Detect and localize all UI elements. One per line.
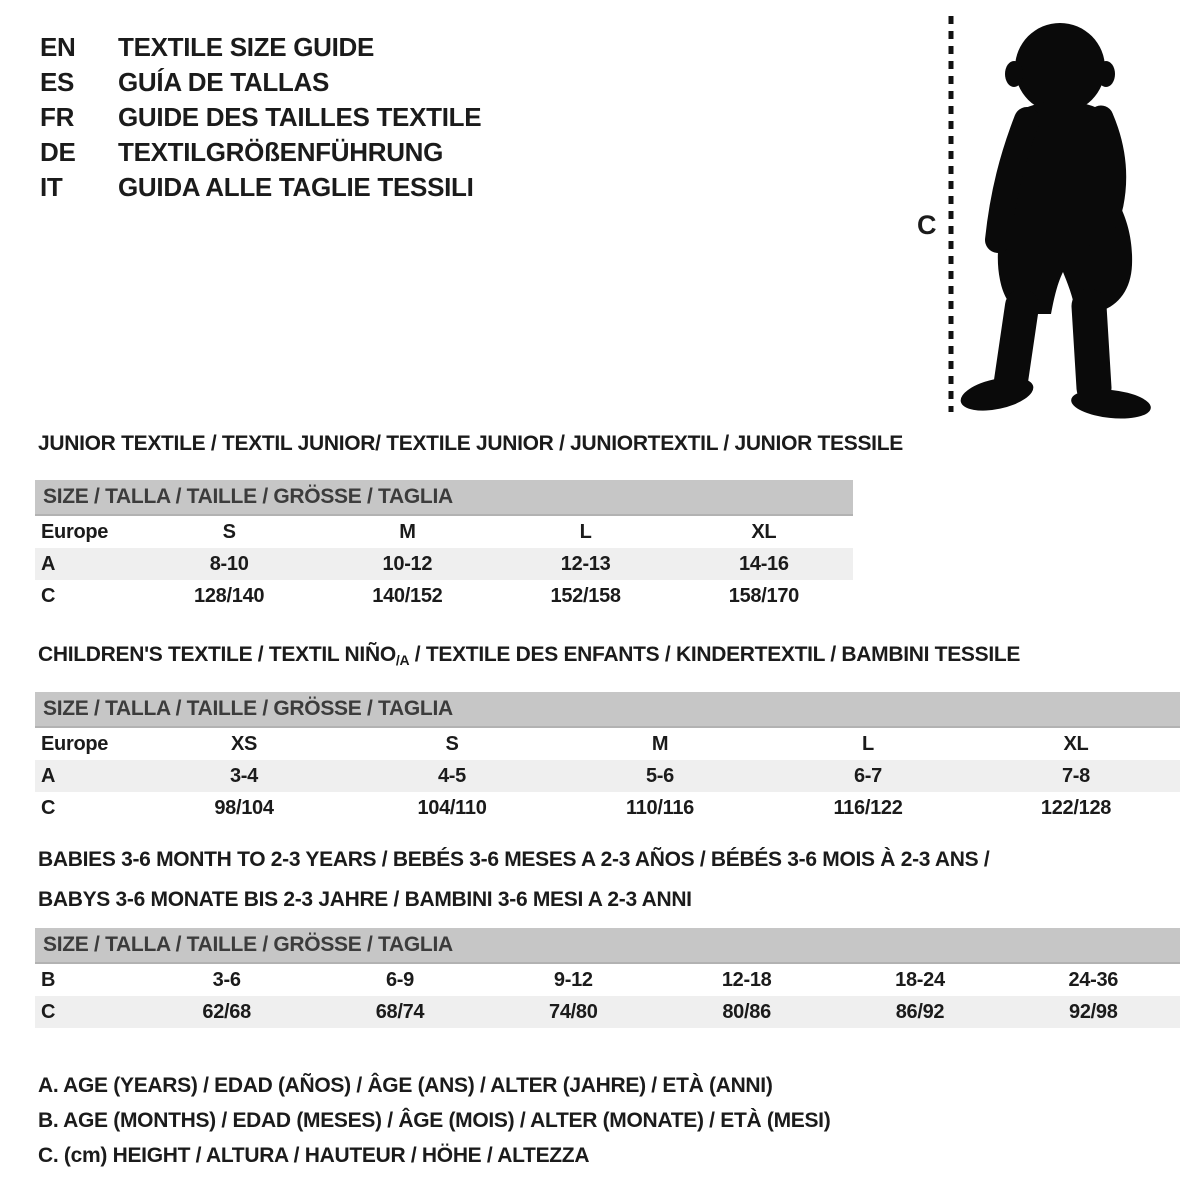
row-label: A <box>41 765 56 787</box>
legend-line-b: B. AGE (MONTHS) / EDAD (MESES) / ÂGE (MOIS) / ALTER (MONATE) / ETÀ (MESI) <box>38 1109 831 1132</box>
language-title-list <box>40 30 481 205</box>
lang-code: ES <box>40 67 75 97</box>
row-label: B <box>41 969 56 991</box>
table-cell: XL <box>751 521 777 543</box>
babies-section-title-line1: BABIES 3-6 MONTH TO 2-3 YEARS / BEBÉS 3-6 MESES A 2-3 AÑOS / BÉBÉS 3-6 MOIS À 2-3 ANS / <box>38 848 990 871</box>
table-row <box>35 728 1180 760</box>
table-cell: 104/110 <box>417 797 487 819</box>
table-cell: 98/104 <box>214 797 274 819</box>
lang-row-it <box>40 170 481 205</box>
lang-code: EN <box>40 32 76 62</box>
babies-size-table <box>35 928 1180 1028</box>
table-cell: 6-9 <box>385 969 414 991</box>
table-cell: 24-36 <box>1068 969 1119 991</box>
table-cell: 140/152 <box>372 585 443 607</box>
lang-row-fr <box>40 100 481 135</box>
size-header-bar: SIZE / TALLA / TAILLE / GRÖSSE / TAGLIA <box>35 692 1180 728</box>
height-measurement-figure <box>905 8 1175 420</box>
guide-title-it: GUIDA ALLE TAGLIE TESSILI <box>118 172 474 202</box>
table-cell: 12-18 <box>721 969 772 991</box>
table-cell: 62/68 <box>202 1001 251 1023</box>
height-line-label: C <box>917 210 937 240</box>
table-cell: XS <box>230 733 258 755</box>
table-cell: 158/170 <box>728 585 799 607</box>
legend-line-c: C. (cm) HEIGHT / ALTURA / HAUTEUR / HÖHE / ALTEZZA <box>38 1144 590 1167</box>
guide-title-fr: GUIDE DES TAILLES TEXTILE <box>118 102 482 132</box>
table-cell: 122/128 <box>1040 797 1112 819</box>
table-row <box>35 516 853 548</box>
lang-row-en <box>40 30 481 65</box>
guide-title-en: TEXTILE SIZE GUIDE <box>118 32 375 62</box>
children-title-prefix: CHILDREN'S TEXTILE / TEXTIL NIÑO <box>38 643 396 666</box>
table-cell: 92/98 <box>1069 1001 1118 1023</box>
table-cell: 3-4 <box>229 765 258 787</box>
lang-code: IT <box>40 172 63 202</box>
row-label: C <box>41 1001 56 1023</box>
table-cell: 6-7 <box>853 765 882 787</box>
guide-title-es: GUÍA DE TALLAS <box>118 67 330 97</box>
table-cell: 4-5 <box>437 765 466 787</box>
guide-title-de: TEXTILGRÖßENFÜHRUNG <box>118 137 444 167</box>
row-label: Europe <box>41 521 109 543</box>
table-cell: L <box>862 733 874 755</box>
row-label: Europe <box>41 733 109 755</box>
table-cell: 18-24 <box>895 969 945 991</box>
table-cell: S <box>445 733 459 755</box>
size-header-bar: SIZE / TALLA / TAILLE / GRÖSSE / TAGLIA <box>35 928 1180 964</box>
table-cell: 128/140 <box>194 585 265 607</box>
table-cell: 9-12 <box>553 969 593 991</box>
table-cell: 68/74 <box>375 1001 425 1023</box>
measurement-legend <box>38 1068 830 1173</box>
junior-section-title: JUNIOR TEXTILE / TEXTIL JUNIOR/ TEXTILE JUNIOR / JUNIORTEXTIL / JUNIOR TESSILE <box>38 432 903 455</box>
table-row <box>35 760 1180 792</box>
table-cell: L <box>579 521 592 543</box>
table-row <box>35 996 1180 1028</box>
lang-code: DE <box>40 137 76 167</box>
junior-size-table <box>35 480 853 612</box>
lang-row-es <box>40 65 481 100</box>
table-cell: 14-16 <box>739 553 789 575</box>
table-cell: 3-6 <box>212 969 241 991</box>
toddler-silhouette-icon <box>905 8 1175 420</box>
table-cell: 7-8 <box>1061 765 1090 787</box>
table-cell: M <box>399 521 416 543</box>
table-cell: 74/80 <box>549 1001 598 1023</box>
lang-row-de <box>40 135 481 170</box>
table-cell: 116/122 <box>833 797 903 819</box>
table-cell: 80/86 <box>722 1001 771 1023</box>
table-cell: S <box>222 521 236 543</box>
babies-section-title-line2: BABYS 3-6 MONATE BIS 2-3 JAHRE / BAMBINI 3-6 MESI A 2-3 ANNI <box>38 888 692 911</box>
children-title-suffix: / TEXTILE DES ENFANTS / KINDERTEXTIL / BAMBINI TESSILE <box>409 643 1021 666</box>
table-row <box>35 792 1180 824</box>
table-cell: 5-6 <box>645 765 674 787</box>
table-cell: 110/116 <box>626 797 694 819</box>
row-label: C <box>41 585 56 607</box>
table-cell: 86/92 <box>895 1001 945 1023</box>
lang-code: FR <box>40 102 75 132</box>
row-label: C <box>41 797 56 819</box>
row-label: A <box>41 553 56 575</box>
table-cell: 10-12 <box>382 553 433 575</box>
legend-line-a: A. AGE (YEARS) / EDAD (AÑOS) / ÂGE (ANS) / ALTER (JAHRE) / ETÀ (ANNI) <box>38 1074 773 1097</box>
table-row <box>35 548 853 580</box>
table-cell: 8-10 <box>209 553 249 575</box>
table-cell: 12-13 <box>560 553 611 575</box>
size-header-bar: SIZE / TALLA / TAILLE / GRÖSSE / TAGLIA <box>35 480 853 516</box>
table-row <box>35 964 1180 996</box>
table-cell: M <box>651 733 669 755</box>
children-size-table <box>35 692 1180 824</box>
toddler-silhouette <box>958 23 1153 420</box>
children-section-title <box>38 643 1020 668</box>
children-title-subscript: /A <box>395 652 410 668</box>
table-cell: 152/158 <box>550 585 621 607</box>
table-cell: XL <box>1063 733 1089 755</box>
table-row <box>35 580 853 612</box>
